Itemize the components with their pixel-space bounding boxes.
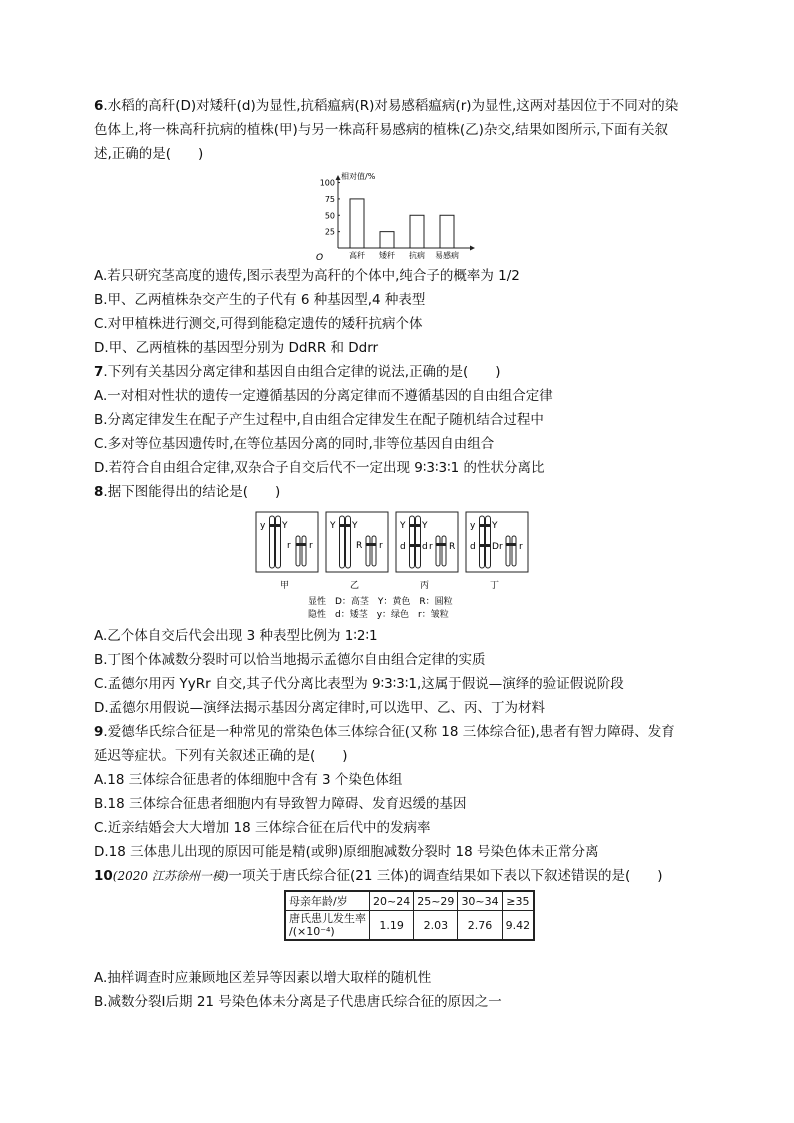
chromosome-figure — [254, 510, 534, 620]
q8-option-d: D.孟德尔用假说—演绎法揭示基因分离定律时,可以选甲、乙、丙、丁为材料 — [94, 700, 545, 716]
table-cell: 30~34 — [458, 891, 502, 911]
table-header-cell: 唐氏患儿发生率 /(×10⁻⁴) — [285, 911, 370, 941]
q7-number: 7 — [94, 364, 104, 380]
svg-text:r: r — [499, 542, 503, 552]
svg-text:d: d — [470, 542, 476, 552]
bar — [410, 215, 424, 248]
x-tick-label: 高秆 — [349, 251, 365, 260]
legend-dominant: 显性 D：高茎 Y：黄色 R：圆粒 — [308, 597, 453, 607]
y-tick-label: 100 — [319, 178, 335, 188]
svg-text:Y: Y — [282, 521, 288, 531]
svg-text:r: r — [519, 542, 523, 552]
q7-option-d: D.若符合自由组合定律,双杂合子自交后代不一定出现 9∶3∶3∶1 的性状分离比 — [94, 460, 545, 476]
q9-line-2: 延迟等症状。下列有关叙述正确的是( ) — [94, 748, 348, 764]
q6-line-3: 述,正确的是( ) — [94, 146, 204, 162]
table-cell: 1.19 — [370, 911, 414, 941]
svg-text:r: r — [379, 541, 383, 551]
svg-text:Y: Y — [492, 521, 498, 531]
svg-text:R: R — [449, 542, 456, 552]
table-cell: 25~29 — [414, 891, 458, 911]
q6-number: 6 — [94, 98, 104, 114]
q7-option-a: A.一对相对性状的遗传一定遵循基因的分离定律而不遵循基因的自由组合定律 — [94, 388, 553, 404]
survey-table — [284, 890, 535, 941]
svg-text:d: d — [400, 542, 406, 552]
q9-option-b: B.18 三体综合征患者细胞内有导致智力障碍、发育迟缓的基因 — [94, 796, 467, 812]
panel-label: 丙 — [420, 581, 430, 591]
table-row — [285, 891, 534, 911]
y-tick-label: 50 — [324, 211, 335, 221]
panel-bing — [396, 512, 458, 591]
q6-option-c: C.对甲植株进行测交,可得到能稳定遗传的矮秆抗病个体 — [94, 316, 423, 332]
q10-option-a: A.抽样调查时应兼顾地区差异等因素以增大取样的随机性 — [94, 970, 432, 986]
q9-option-d: D.18 三体患儿出现的原因可能是精(或卵)原细胞减数分裂时 18 号染色体未正常分离 — [94, 844, 599, 860]
q9-number: 9 — [94, 724, 104, 740]
x-tick-label: 易感病 — [435, 251, 459, 260]
svg-text:r: r — [309, 541, 313, 551]
panel-label: 甲 — [280, 581, 290, 591]
svg-text:Y: Y — [400, 521, 406, 531]
q6-option-a: A.若只研究茎高度的遗传,图示表型为高秆的个体中,纯合子的概率为 1/2 — [94, 268, 520, 284]
bar-chart — [304, 168, 484, 264]
table-cell: 20~24 — [370, 891, 414, 911]
q7-option-b: B.分离定律发生在配子产生过程中,自由组合定律发生在配子随机结合过程中 — [94, 412, 544, 428]
panel-label: 乙 — [350, 581, 360, 591]
svg-text:r: r — [287, 541, 291, 551]
svg-text:Y: Y — [330, 521, 336, 531]
legend-recessive: 隐性 d：矮茎 y：绿色 r：皱粒 — [308, 610, 449, 620]
q7-stem: 7.下列有关基因分离定律和基因自由组合定律的说法,正确的是( ) — [94, 364, 501, 380]
table-cell: 2.03 — [414, 911, 458, 941]
y-axis-arrow — [336, 175, 341, 180]
q10-number: 10 — [94, 868, 113, 884]
svg-text:y: y — [470, 521, 476, 531]
svg-text:d: d — [422, 542, 428, 552]
q8-option-a: A.乙个体自交后代会出现 3 种表型比例为 1∶2∶1 — [94, 628, 378, 644]
q10-stem: 10(2020 江苏徐州一模)一项关于唐氏综合征(21 三体)的调查结果如下表以下叙述错误的是( ) — [94, 868, 663, 884]
svg-text:Y: Y — [352, 521, 358, 531]
q6-option-b: B.甲、乙两植株杂交产生的子代有 6 种基因型,4 种表型 — [94, 292, 426, 308]
x-axis-arrow — [470, 246, 475, 251]
y-tick-label: 25 — [324, 227, 335, 237]
q7-option-c: C.多对等位基因遗传时,在等位基因分离的同时,非等位基因自由组合 — [94, 436, 495, 452]
svg-text:r: r — [429, 542, 433, 552]
q10-source: (2020 江苏徐州一模) — [112, 869, 229, 883]
svg-text:R: R — [356, 541, 363, 551]
q8-option-c: C.孟德尔用丙 YyRr 自交,其子代分离比表型为 9∶3∶3∶1,这属于假说—演绎的验证假说阶段 — [94, 676, 624, 692]
x-tick-label: 抗病 — [409, 251, 425, 260]
x-tick-label: 矮秆 — [379, 251, 395, 260]
q6-line-2: 色体上,将一株高秆抗病的植株(甲)与另一株高秆易感病的植株(乙)杂交,结果如图所示,下面有关叙 — [94, 122, 668, 138]
q9-option-a: A.18 三体综合征患者的体细胞中含有 3 个染色体组 — [94, 772, 403, 788]
q9-line-1: 9.爱德华氏综合征是一种常见的常染色体三体综合征(又称 18 三体综合征),患者有智力障碍、发育 — [94, 724, 675, 740]
panel-yi — [326, 512, 388, 591]
panel-label: 丁 — [490, 581, 500, 591]
panel-ding — [466, 512, 528, 591]
svg-text:Y: Y — [422, 521, 428, 531]
q6-line-1: 6.水稻的高秆(D)对矮秆(d)为显性,抗稻瘟病(R)对易感稻瘟病(r)为显性,这两对基因位于不同对的染 — [94, 98, 679, 114]
q9-option-c: C.近亲结婚会大大增加 18 三体综合征在后代中的发病率 — [94, 820, 431, 836]
q8-number: 8 — [94, 484, 104, 500]
bar — [440, 215, 454, 248]
bar — [380, 232, 394, 248]
bar — [350, 199, 364, 248]
svg-text:y: y — [260, 521, 266, 531]
table-cell: 2.76 — [458, 911, 502, 941]
table-cell: 9.42 — [502, 911, 534, 941]
q10-option-b: B.减数分裂Ⅰ后期 21 号染色体未分离是子代患唐氏综合征的原因之一 — [94, 994, 502, 1010]
table-row — [285, 911, 534, 941]
q8-stem: 8.据下图能得出的结论是( ) — [94, 484, 281, 500]
y-tick-label: 75 — [324, 194, 335, 204]
table-cell: ≥35 — [502, 891, 534, 911]
y-axis-label: 相对值/% — [341, 172, 376, 181]
q6-option-d: D.甲、乙两植株的基因型分别为 DdRR 和 Ddrr — [94, 340, 379, 356]
origin-label: O — [316, 253, 324, 263]
svg-text:D: D — [492, 542, 499, 552]
panel-jia — [256, 512, 318, 591]
q8-option-b: B.丁图个体减数分裂时可以恰当地揭示孟德尔自由组合定律的实质 — [94, 652, 486, 668]
table-header-cell: 母亲年龄/岁 — [285, 891, 370, 911]
